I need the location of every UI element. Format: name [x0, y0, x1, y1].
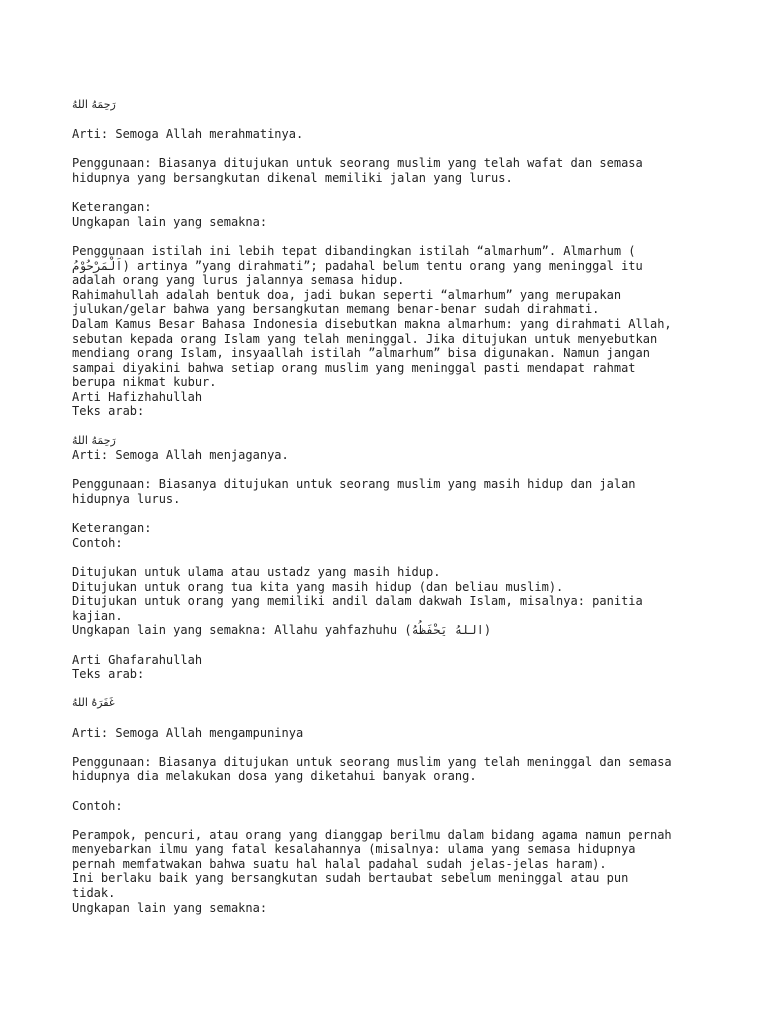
- blank-line: [72, 711, 712, 726]
- text-line: pernah memfatwakan bahwa suatu hal halal padahal sudah jelas-jelas haram).: [72, 856, 607, 871]
- text-line: Dalam Kamus Besar Bahasa Indonesia disebutkan makna almarhum: yang dirahmati Allah,: [72, 316, 672, 331]
- text-line: Ditujukan untuk ulama atau ustadz yang masih hidup.: [72, 565, 441, 579]
- text-line: hidupnya lurus.: [72, 492, 181, 507]
- text-line: kajian.: [72, 608, 123, 623]
- blank-line: [72, 740, 712, 755]
- text-line: Rahimahullah adalah bentuk doa, jadi bukan seperti “almarhum” yang merupakan: [72, 287, 622, 302]
- text-line: julukan/gelar bahwa yang bersangkutan memang benar-benar sudah dirahmati.: [72, 302, 600, 317]
- blank-line: [72, 419, 712, 434]
- text-line: Contoh:: [72, 535, 123, 550]
- text-line: Arti: Semoga Allah mengampuninya: [72, 725, 304, 740]
- text-line: Arti: Semoga Allah merahmatinya.: [72, 127, 304, 142]
- text-line: Arti: Semoga Allah menjaganya.: [72, 448, 289, 463]
- text-line: adalah orang yang lurus jalannya semasa hidup.: [72, 273, 405, 288]
- text-line: Arti Hafizhahullah: [72, 389, 203, 404]
- text-line: Penggunaan: Biasanya ditujukan untuk seorang muslim yang telah wafat dan semasa: [72, 156, 643, 171]
- text-line: Teks arab:: [72, 667, 145, 682]
- text-line: Penggunaan: Biasanya ditujukan untuk seorang muslim yang telah meninggal dan semasa: [72, 754, 672, 769]
- text-line: Arti Ghafarahullah: [72, 652, 203, 667]
- blank-line: [72, 463, 712, 478]
- text-line: Keterangan:: [72, 200, 152, 215]
- text-line: hidupnya dia melakukan dosa yang diketahui banyak orang.: [72, 769, 477, 784]
- document-body: [72, 98, 712, 915]
- blank-line: [72, 507, 712, 522]
- text-line: mendiang orang Islam, insyaallah istilah ”almarhum” bisa digunakan. Namun jangan: [72, 346, 650, 361]
- text-line: Ini berlaku baik yang bersangkutan sudah bertaubat sebelum meninggal atau pun: [72, 871, 629, 886]
- text-line: Ditujukan untuk orang tua kita yang masih hidup (dan beliau muslim).: [72, 579, 564, 594]
- arabic-text-line: غَفَرَهُ اللهُ: [72, 696, 115, 710]
- text-line: Ditujukan untuk orang yang memiliki andil dalam dakwah Islam, misalnya: panitia: [72, 594, 643, 609]
- text-line: berupa nikmat kubur.: [72, 375, 217, 390]
- text-line: Ungkapan lain yang semakna:: [72, 214, 268, 229]
- arabic-text-line: رَحِمَهُ اللهُ: [72, 433, 116, 447]
- text-line: Teks arab:: [72, 404, 145, 419]
- blank-line: [72, 142, 712, 157]
- text-line: Ungkapan lain yang semakna: Allahu yahfazhuhu (اللهُ يَحْفَظُهُ): [72, 623, 492, 638]
- text-line: tidak.: [72, 886, 116, 901]
- blank-line: [72, 186, 712, 201]
- text-line: Penggunaan istilah ini lebih tepat dibandingkan istilah “almarhum”. Almarhum (: [72, 243, 636, 258]
- text-line: اَلْمَرْحُوْمُ) artinya ”yang dirahmati”; padahal belum tentu orang yang meninggal itu: [72, 258, 643, 273]
- arabic-text-line: رَحِمَهُ اللهُ: [72, 98, 116, 111]
- blank-line: [72, 638, 712, 653]
- blank-line: [72, 784, 712, 799]
- blank-line: [72, 813, 712, 828]
- blank-line: [72, 550, 712, 565]
- text-line: Ungkapan lain yang semakna:: [72, 900, 268, 915]
- text-line: hidupnya yang bersangkutan dikenal memiliki jalan yang lurus.: [72, 170, 513, 185]
- text-line: sebutan kepada orang Islam yang telah meninggal. Jika ditujukan untuk menyebutkan: [72, 331, 658, 346]
- text-line: Contoh:: [72, 798, 123, 813]
- text-line: Penggunaan: Biasanya ditujukan untuk seorang muslim yang masih hidup dan jalan: [72, 477, 636, 492]
- text-line: Keterangan:: [72, 521, 152, 536]
- blank-line: [72, 682, 712, 697]
- text-line: Perampok, pencuri, atau orang yang dianggap berilmu dalam bidang agama namun pernah: [72, 827, 672, 842]
- text-line: sampai diyakini bahwa setiap orang muslim yang meninggal pasti mendapat rahmat: [72, 360, 636, 375]
- blank-line: [72, 113, 712, 128]
- text-line: menyebarkan ilmu yang fatal kesalahannya (misalnya: ulama yang semasa hidupnya: [72, 842, 636, 857]
- blank-line: [72, 229, 712, 244]
